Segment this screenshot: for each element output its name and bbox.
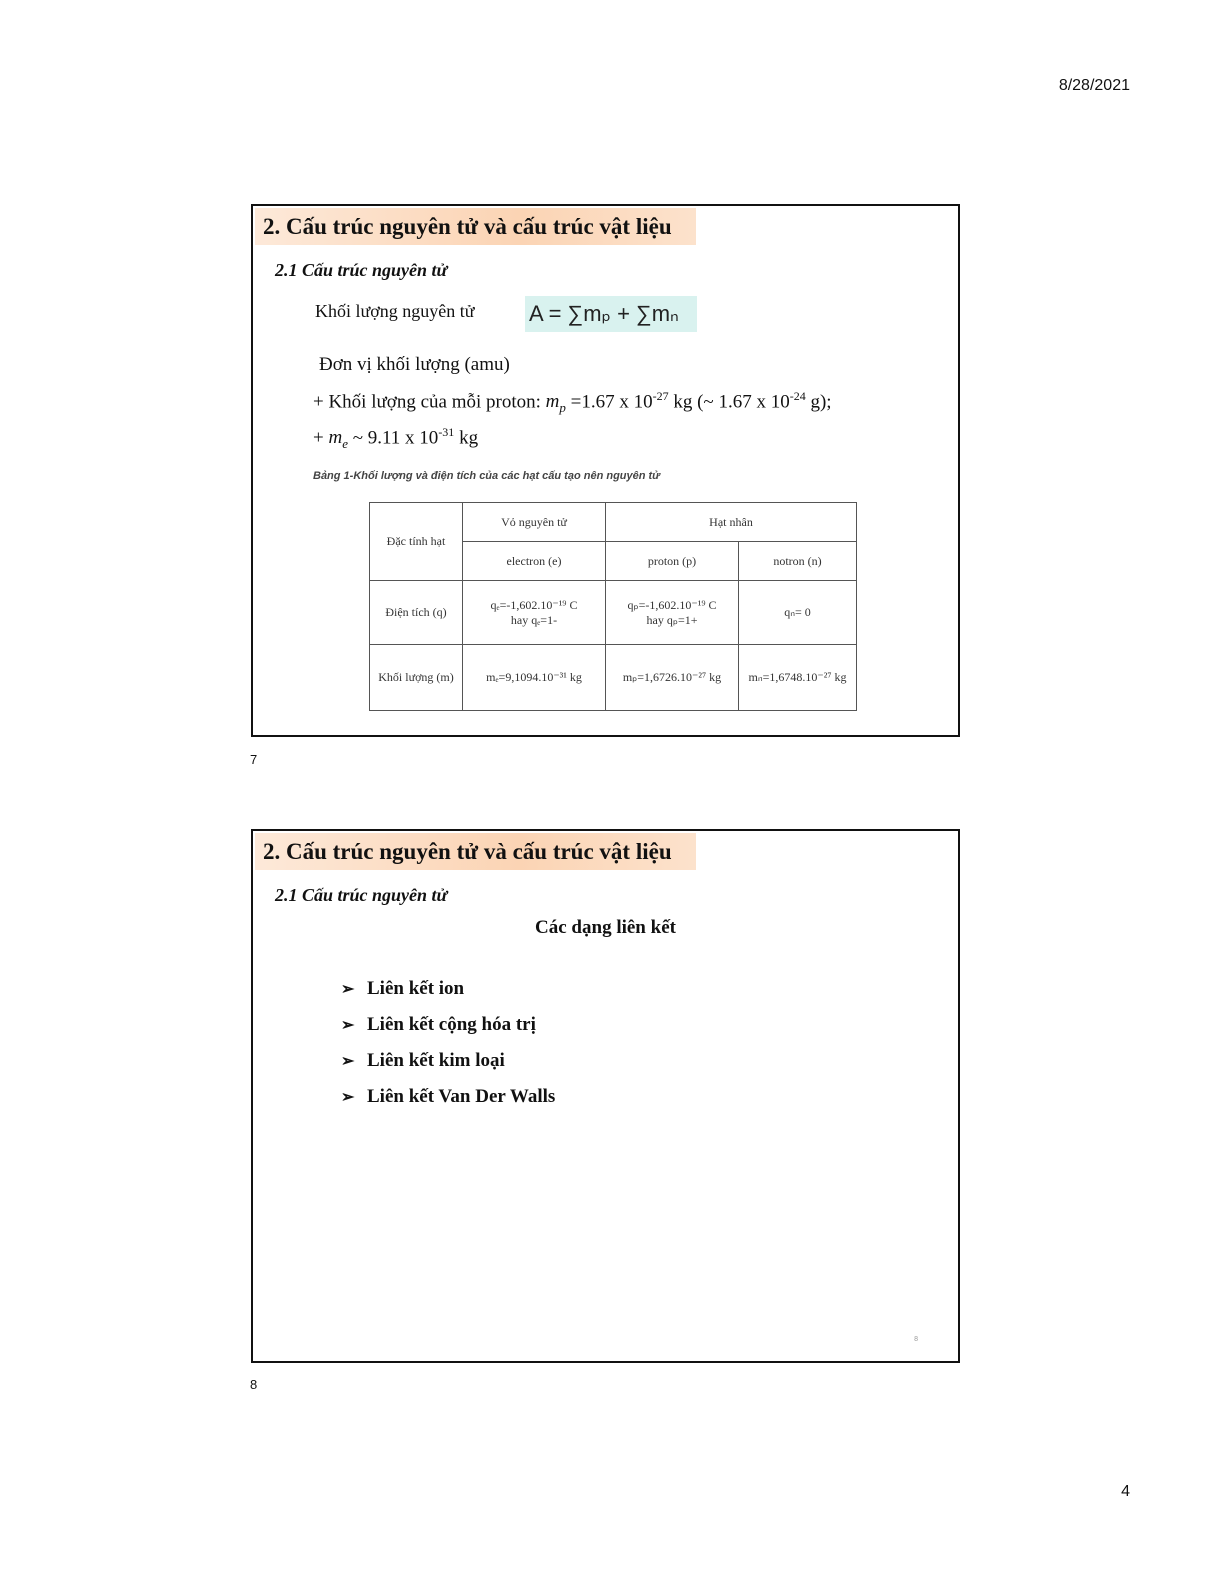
proton-symbol-sub: p bbox=[559, 400, 566, 416]
shell-header: Vỏ nguyên tử bbox=[463, 503, 606, 542]
slide-label-7: 7 bbox=[250, 752, 258, 767]
list-item bbox=[341, 976, 555, 1012]
bullet-text: Liên kết cộng hóa trị bbox=[367, 1014, 536, 1035]
proton-mid: kg (~ 1.67 x 10 bbox=[668, 391, 790, 413]
proton-exp1: -27 bbox=[652, 389, 669, 403]
electron-symbol: m bbox=[328, 427, 343, 449]
bullet-text: Liên kết kim loại bbox=[367, 1050, 505, 1071]
electron-exp: -31 bbox=[438, 425, 455, 439]
charge-electron-2: hay qₑ=1- bbox=[510, 612, 558, 627]
mass-proton: mₚ=1,6726.10⁻²⁷ kg bbox=[606, 645, 739, 711]
atomic-mass-formula: A = ∑mₚ + ∑mₙ bbox=[525, 296, 697, 332]
proton-suffix: g); bbox=[805, 391, 832, 413]
slide-subtitle: 2.1 Cấu trúc nguyên tử bbox=[275, 885, 448, 905]
unit-line: Đơn vị khối lượng (amu) bbox=[319, 354, 510, 375]
electron-suffix: kg bbox=[454, 427, 479, 449]
table-row bbox=[370, 645, 857, 711]
electron-header: electron (e) bbox=[463, 542, 606, 581]
arrow-bullet-icon: ➢ bbox=[341, 981, 355, 998]
table-caption: Bảng 1-Khối lượng và điện tích của các hạt cấu tạo nên nguyên tử bbox=[313, 470, 661, 482]
table-row bbox=[370, 503, 857, 542]
charge-electron bbox=[463, 581, 606, 645]
slide-title: 2. Cấu trúc nguyên tử và cấu trúc vật liệu bbox=[255, 833, 696, 870]
bullet-text: Liên kết ion bbox=[367, 978, 465, 999]
slide-title: 2. Cấu trúc nguyên tử và cấu trúc vật liệu bbox=[255, 208, 696, 245]
slide-8 bbox=[251, 829, 960, 1363]
property-header: Đặc tính hạt bbox=[370, 503, 463, 581]
electron-prefix: + bbox=[313, 427, 329, 449]
particle-table bbox=[369, 502, 857, 711]
mass-neutron: mₙ=1,6748.10⁻²⁷ kg bbox=[739, 645, 857, 711]
proton-header: proton (p) bbox=[606, 542, 739, 581]
list-item bbox=[341, 1048, 555, 1084]
electron-symbol-sub: e bbox=[342, 436, 348, 452]
proton-mass-line bbox=[313, 389, 832, 416]
arrow-bullet-icon: ➢ bbox=[341, 1089, 355, 1106]
list-item bbox=[341, 1084, 555, 1120]
charge-proton-1: qₚ=-1,602.10⁻¹⁹ C bbox=[627, 597, 717, 612]
electron-value: ~ 9.11 x 10 bbox=[347, 427, 439, 449]
charge-proton bbox=[606, 581, 739, 645]
charge-electron-1: qₑ=-1,602.10⁻¹⁹ C bbox=[490, 597, 578, 612]
charge-neutron: qₙ= 0 bbox=[739, 581, 857, 645]
page-number: 4 bbox=[1121, 1483, 1130, 1500]
inner-slide-number: 8 bbox=[914, 1336, 918, 1343]
table-row bbox=[370, 581, 857, 645]
header-date: 8/28/2021 bbox=[1058, 77, 1130, 94]
slide-subtitle: 2.1 Cấu trúc nguyên tử bbox=[275, 260, 448, 280]
charge-proton-2: hay qₚ=1+ bbox=[646, 612, 698, 627]
list-item bbox=[341, 1012, 555, 1048]
mass-electron: mₑ=9,1094.10⁻³¹ kg bbox=[463, 645, 606, 711]
nucleus-header: Hạt nhân bbox=[606, 503, 857, 542]
proton-value: =1.67 x 10 bbox=[565, 391, 653, 413]
proton-prefix: + Khối lượng của mỗi proton: bbox=[313, 391, 546, 413]
bonding-list bbox=[341, 976, 555, 1120]
bonding-heading: Các dạng liên kết bbox=[535, 917, 676, 938]
arrow-bullet-icon: ➢ bbox=[341, 1017, 355, 1034]
atomic-mass-label: Khối lượng nguyên tử bbox=[315, 301, 475, 321]
proton-symbol: m bbox=[545, 391, 560, 413]
proton-exp2: -24 bbox=[789, 389, 806, 403]
arrow-bullet-icon: ➢ bbox=[341, 1053, 355, 1070]
slide-7 bbox=[251, 204, 960, 737]
slide-label-8: 8 bbox=[250, 1377, 258, 1392]
neutron-header: notron (n) bbox=[739, 542, 857, 581]
charge-label: Điện tích (q) bbox=[370, 581, 463, 645]
electron-mass-line bbox=[313, 425, 478, 452]
bullet-text: Liên kết Van Der Walls bbox=[367, 1086, 556, 1107]
mass-label: Khối lượng (m) bbox=[370, 645, 463, 711]
